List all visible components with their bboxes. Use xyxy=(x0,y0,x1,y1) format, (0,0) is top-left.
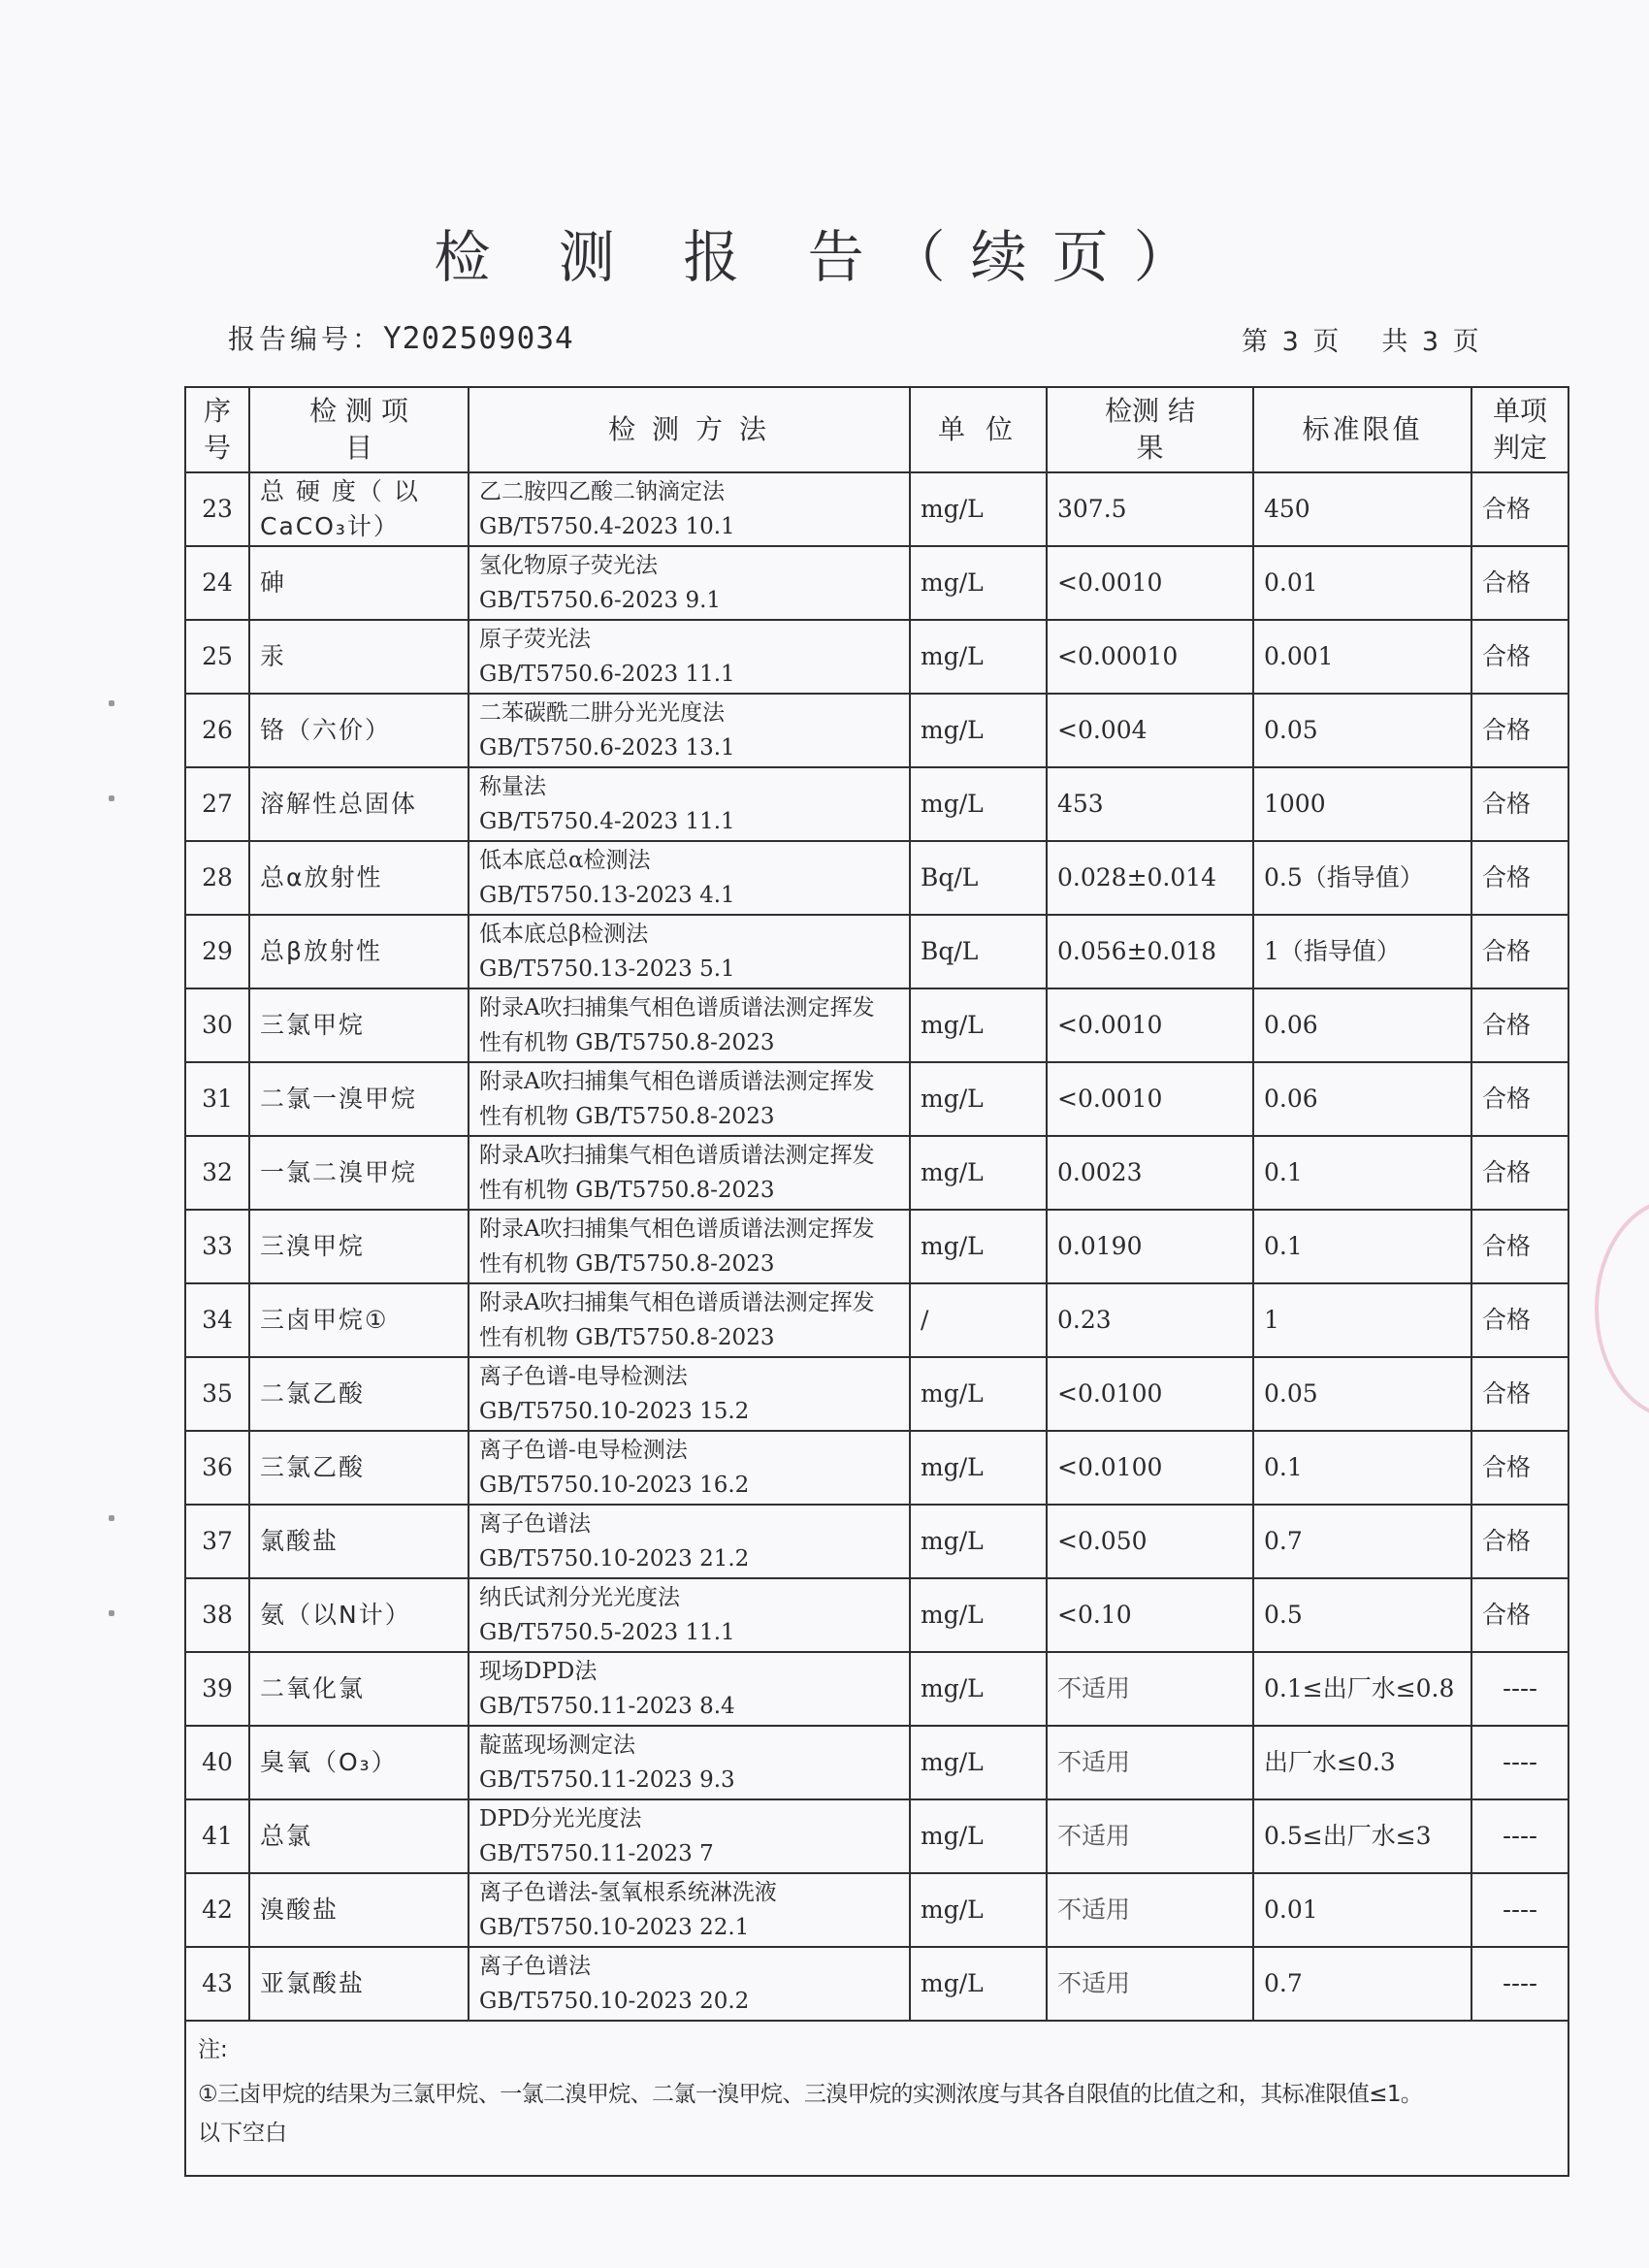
table-row xyxy=(185,1283,1568,1357)
cell-no: 31 xyxy=(185,1062,249,1136)
cell-item: 亚氯酸盐 xyxy=(249,1947,469,2021)
cell-method xyxy=(469,620,910,694)
method-line-2: GB/T5750.11-2023 8.4 xyxy=(479,1694,735,1719)
cell-limit: 0.7 xyxy=(1253,1947,1471,2021)
cell-method xyxy=(469,1062,910,1136)
cell-limit: 1 xyxy=(1253,1283,1471,1357)
cell-item: 二氯乙酸 xyxy=(249,1357,469,1431)
cell-limit: 0.1 xyxy=(1253,1431,1471,1505)
cell-method xyxy=(469,1357,910,1431)
col-header-result: 检测 结果 xyxy=(1047,387,1253,472)
method-line-1: 二苯碳酰二肼分光光度法 xyxy=(479,700,725,726)
method-line-2: GB/T5750.4-2023 10.1 xyxy=(479,514,735,539)
cell-method xyxy=(469,841,910,915)
method-line-2: GB/T5750.10-2023 15.2 xyxy=(479,1399,750,1424)
cell-judge: 合格 xyxy=(1471,1210,1568,1283)
cell-judge: 合格 xyxy=(1471,1357,1568,1431)
cell-judge: 合格 xyxy=(1471,694,1568,767)
table-row xyxy=(185,841,1568,915)
cell-limit: 0.01 xyxy=(1253,1873,1471,1947)
cell-item: 总氯 xyxy=(249,1799,469,1873)
cell-no: 39 xyxy=(185,1652,249,1726)
table-row xyxy=(185,915,1568,988)
col-header-method: 检 测 方 法 xyxy=(469,387,910,472)
cell-judge: 合格 xyxy=(1471,915,1568,988)
method-line-1: 氢化物原子荧光法 xyxy=(479,553,658,578)
col-header-judge: 单项 判定 xyxy=(1471,387,1568,472)
cell-limit: 0.01 xyxy=(1253,546,1471,620)
cell-result: <0.050 xyxy=(1047,1505,1253,1578)
cell-method xyxy=(469,915,910,988)
table-row xyxy=(185,767,1568,841)
notes-line-1: ①三卤甲烷的结果为三氯甲烷、一氯二溴甲烷、二氯一溴甲烷、三溴甲烷的实测浓度与其各自限值的比值之和，其标准限值≤1。 xyxy=(198,2082,1423,2107)
method-line-1: 低本底总β检测法 xyxy=(479,922,649,947)
cell-unit: mg/L xyxy=(910,472,1047,546)
results-table xyxy=(184,386,1569,2177)
page-title: 检 测 报 告（续页） xyxy=(434,224,1215,290)
table-body xyxy=(185,472,1568,2021)
cell-result: 0.23 xyxy=(1047,1283,1253,1357)
cell-result: 不适用 xyxy=(1047,1947,1253,2021)
cell-result: <0.0100 xyxy=(1047,1357,1253,1431)
cell-item: 二氯一溴甲烷 xyxy=(249,1062,469,1136)
cell-judge: 合格 xyxy=(1471,767,1568,841)
cell-unit: / xyxy=(910,1283,1047,1357)
table-row xyxy=(185,1210,1568,1283)
cell-limit: 0.06 xyxy=(1253,988,1471,1062)
cell-no: 38 xyxy=(185,1578,249,1652)
cell-judge: 合格 xyxy=(1471,546,1568,620)
report-number xyxy=(228,318,574,357)
scan-mark xyxy=(109,1610,114,1616)
method-line-2: GB/T5750.5-2023 11.1 xyxy=(479,1620,735,1645)
cell-judge: ---- xyxy=(1471,1726,1568,1799)
cell-limit: 450 xyxy=(1253,472,1471,546)
cell-item: 铬（六价） xyxy=(249,694,469,767)
table-header-row xyxy=(185,387,1568,472)
cell-unit: mg/L xyxy=(910,1505,1047,1578)
cell-result: 0.028±0.014 xyxy=(1047,841,1253,915)
cell-result: 不适用 xyxy=(1047,1873,1253,1947)
table-row xyxy=(185,1799,1568,1873)
table-row xyxy=(185,1136,1568,1210)
method-line-1: 附录A吹扫捕集气相色谱质谱法测定挥发 xyxy=(479,1290,875,1315)
cell-limit: 0.5 xyxy=(1253,1578,1471,1652)
col-header-unit: 单 位 xyxy=(910,387,1047,472)
cell-no: 34 xyxy=(185,1283,249,1357)
method-line-1: 附录A吹扫捕集气相色谱质谱法测定挥发 xyxy=(479,1069,875,1094)
method-line-1: DPD分光光度法 xyxy=(479,1806,642,1831)
cell-method xyxy=(469,767,910,841)
cell-no: 24 xyxy=(185,546,249,620)
cell-unit: mg/L xyxy=(910,1357,1047,1431)
cell-no: 25 xyxy=(185,620,249,694)
cell-result: 0.0023 xyxy=(1047,1136,1253,1210)
cell-judge: ---- xyxy=(1471,1799,1568,1873)
table-row xyxy=(185,546,1568,620)
cell-method xyxy=(469,1652,910,1726)
method-line-1: 离子色谱法 xyxy=(479,1511,591,1537)
cell-unit: mg/L xyxy=(910,1062,1047,1136)
method-line-1: 离子色谱法 xyxy=(479,1954,591,1979)
method-line-2: GB/T5750.6-2023 9.1 xyxy=(479,588,722,613)
cell-unit: mg/L xyxy=(910,546,1047,620)
cell-no: 42 xyxy=(185,1873,249,1947)
cell-method xyxy=(469,1947,910,2021)
notes-label: 注: xyxy=(198,2037,228,2062)
cell-judge: 合格 xyxy=(1471,1283,1568,1357)
cell-limit: 0.06 xyxy=(1253,1062,1471,1136)
cell-result: <0.10 xyxy=(1047,1578,1253,1652)
cell-result: 453 xyxy=(1047,767,1253,841)
method-line-2: GB/T5750.10-2023 21.2 xyxy=(479,1546,750,1571)
method-line-1: 低本底总α检测法 xyxy=(479,848,651,873)
cell-method xyxy=(469,1283,910,1357)
cell-result: <0.00010 xyxy=(1047,620,1253,694)
method-line-2: GB/T5750.11-2023 9.3 xyxy=(479,1767,735,1793)
cell-item: 溶解性总固体 xyxy=(249,767,469,841)
cell-limit: 0.1≤出厂水≤0.8 xyxy=(1253,1652,1471,1726)
cell-limit: 0.001 xyxy=(1253,620,1471,694)
method-line-2: GB/T5750.4-2023 11.1 xyxy=(479,809,735,834)
cell-limit: 0.05 xyxy=(1253,694,1471,767)
table-row xyxy=(185,472,1568,546)
cell-no: 41 xyxy=(185,1799,249,1873)
cell-result: <0.0100 xyxy=(1047,1431,1253,1505)
table-row xyxy=(185,1431,1568,1505)
cell-result: <0.0010 xyxy=(1047,546,1253,620)
cell-method xyxy=(469,1726,910,1799)
method-line-2: 性有机物 GB/T5750.8-2023 xyxy=(479,1251,775,1277)
cell-unit: Bq/L xyxy=(910,841,1047,915)
cell-method xyxy=(469,988,910,1062)
method-line-1: 靛蓝现场测定法 xyxy=(479,1733,635,1758)
cell-unit: mg/L xyxy=(910,1873,1047,1947)
page-current: 第 3 页 xyxy=(1242,327,1340,357)
cell-method xyxy=(469,1799,910,1873)
cell-no: 32 xyxy=(185,1136,249,1210)
table-row xyxy=(185,1873,1568,1947)
method-line-2: GB/T5750.6-2023 11.1 xyxy=(479,662,735,687)
cell-unit: mg/L xyxy=(910,767,1047,841)
cell-result: 307.5 xyxy=(1047,472,1253,546)
scan-mark xyxy=(109,795,114,801)
cell-no: 26 xyxy=(185,694,249,767)
cell-item: 氨（以N计） xyxy=(249,1578,469,1652)
cell-item: 总 硬 度（ 以 CaCO₃计） xyxy=(249,472,469,546)
table-row xyxy=(185,1652,1568,1726)
cell-item: 氯酸盐 xyxy=(249,1505,469,1578)
cell-no: 35 xyxy=(185,1357,249,1431)
cell-limit: 0.7 xyxy=(1253,1505,1471,1578)
notes-row xyxy=(185,2021,1568,2176)
cell-no: 36 xyxy=(185,1431,249,1505)
table-row xyxy=(185,988,1568,1062)
method-line-1: 离子色谱-电导检测法 xyxy=(479,1438,688,1463)
cell-result: 不适用 xyxy=(1047,1799,1253,1873)
cell-item: 臭氧（O₃） xyxy=(249,1726,469,1799)
cell-no: 30 xyxy=(185,988,249,1062)
cell-unit: mg/L xyxy=(910,694,1047,767)
method-line-1: 称量法 xyxy=(479,774,546,799)
method-line-1: 现场DPD法 xyxy=(479,1659,598,1684)
cell-item: 砷 xyxy=(249,546,469,620)
cell-judge: 合格 xyxy=(1471,472,1568,546)
cell-method xyxy=(469,1136,910,1210)
page-info xyxy=(1242,320,1479,358)
method-line-2: GB/T5750.11-2023 7 xyxy=(479,1841,714,1866)
cell-no: 40 xyxy=(185,1726,249,1799)
cell-limit: 1（指导值） xyxy=(1253,915,1471,988)
cell-judge: 合格 xyxy=(1471,988,1568,1062)
method-line-1: 原子荧光法 xyxy=(479,627,591,652)
cell-method xyxy=(469,472,910,546)
cell-method xyxy=(469,1431,910,1505)
cell-judge: ---- xyxy=(1471,1873,1568,1947)
method-line-1: 纳氏试剂分光光度法 xyxy=(479,1585,680,1610)
method-line-2: 性有机物 GB/T5750.8-2023 xyxy=(479,1325,775,1350)
notes-line-2: 以下空白 xyxy=(198,2121,287,2146)
table-row xyxy=(185,620,1568,694)
method-line-2: GB/T5750.10-2023 20.2 xyxy=(479,1989,750,2014)
cell-no: 33 xyxy=(185,1210,249,1283)
method-line-1: 离子色谱-电导检测法 xyxy=(479,1364,688,1389)
cell-result: <0.0010 xyxy=(1047,988,1253,1062)
cell-item: 汞 xyxy=(249,620,469,694)
cell-result: <0.0010 xyxy=(1047,1062,1253,1136)
scan-mark xyxy=(109,700,114,706)
cell-method xyxy=(469,1505,910,1578)
cell-unit: mg/L xyxy=(910,1947,1047,2021)
cell-unit: mg/L xyxy=(910,620,1047,694)
cell-limit: 0.1 xyxy=(1253,1136,1471,1210)
table-row xyxy=(185,1947,1568,2021)
table-row xyxy=(185,1062,1568,1136)
cell-item: 三溴甲烷 xyxy=(249,1210,469,1283)
cell-method xyxy=(469,1210,910,1283)
table-row xyxy=(185,1357,1568,1431)
cell-item: 三卤甲烷① xyxy=(249,1283,469,1357)
method-line-1: 附录A吹扫捕集气相色谱质谱法测定挥发 xyxy=(479,995,875,1021)
cell-method xyxy=(469,1873,910,1947)
cell-limit: 0.1 xyxy=(1253,1210,1471,1283)
cell-method xyxy=(469,546,910,620)
method-line-2: GB/T5750.10-2023 16.2 xyxy=(479,1473,750,1498)
cell-no: 37 xyxy=(185,1505,249,1578)
method-line-2: GB/T5750.6-2023 13.1 xyxy=(479,735,735,761)
notes-cell xyxy=(185,2021,1568,2176)
cell-method xyxy=(469,694,910,767)
cell-judge: 合格 xyxy=(1471,1136,1568,1210)
method-line-2: GB/T5750.13-2023 5.1 xyxy=(479,956,735,982)
cell-judge: 合格 xyxy=(1471,1431,1568,1505)
table-row xyxy=(185,1578,1568,1652)
cell-judge: 合格 xyxy=(1471,1578,1568,1652)
cell-item: 一氯二溴甲烷 xyxy=(249,1136,469,1210)
cell-item: 二氧化氯 xyxy=(249,1652,469,1726)
cell-limit: 1000 xyxy=(1253,767,1471,841)
cell-item: 溴酸盐 xyxy=(249,1873,469,1947)
table-row xyxy=(185,694,1568,767)
cell-limit: 0.5≤出厂水≤3 xyxy=(1253,1799,1471,1873)
cell-result: 不适用 xyxy=(1047,1726,1253,1799)
cell-unit: mg/L xyxy=(910,988,1047,1062)
cell-no: 23 xyxy=(185,472,249,546)
method-line-2: 性有机物 GB/T5750.8-2023 xyxy=(479,1030,775,1055)
method-line-1: 附录A吹扫捕集气相色谱质谱法测定挥发 xyxy=(479,1143,875,1168)
table-row xyxy=(185,1726,1568,1799)
cell-no: 28 xyxy=(185,841,249,915)
method-line-2: 性有机物 GB/T5750.8-2023 xyxy=(479,1178,775,1203)
cell-unit: mg/L xyxy=(910,1652,1047,1726)
cell-result: 0.0190 xyxy=(1047,1210,1253,1283)
cell-judge: 合格 xyxy=(1471,1505,1568,1578)
report-number-value: Y202509034 xyxy=(383,321,574,356)
method-line-2: GB/T5750.10-2023 22.1 xyxy=(479,1915,750,1940)
cell-no: 29 xyxy=(185,915,249,988)
col-header-item: 检 测 项 目 xyxy=(249,387,469,472)
method-line-1: 离子色谱法-氢氧根系统淋洗液 xyxy=(479,1880,777,1905)
cell-item: 总α放射性 xyxy=(249,841,469,915)
cell-judge: ---- xyxy=(1471,1947,1568,2021)
cell-result: 不适用 xyxy=(1047,1652,1253,1726)
table-row xyxy=(185,1505,1568,1578)
cell-unit: mg/L xyxy=(910,1799,1047,1873)
method-line-2: 性有机物 GB/T5750.8-2023 xyxy=(479,1104,775,1129)
method-line-1: 附录A吹扫捕集气相色谱质谱法测定挥发 xyxy=(479,1216,875,1242)
cell-result: <0.004 xyxy=(1047,694,1253,767)
cell-judge: 合格 xyxy=(1471,841,1568,915)
cell-judge: ---- xyxy=(1471,1652,1568,1726)
cell-unit: mg/L xyxy=(910,1210,1047,1283)
cell-limit: 出厂水≤0.3 xyxy=(1253,1726,1471,1799)
cell-item: 总β放射性 xyxy=(249,915,469,988)
cell-result: 0.056±0.018 xyxy=(1047,915,1253,988)
seal-stamp-fragment xyxy=(1595,1198,1649,1419)
cell-unit: mg/L xyxy=(910,1431,1047,1505)
col-header-limit: 标准限值 xyxy=(1253,387,1471,472)
cell-unit: mg/L xyxy=(910,1578,1047,1652)
cell-unit: mg/L xyxy=(910,1726,1047,1799)
cell-judge: 合格 xyxy=(1471,1062,1568,1136)
page-total: 共 3 页 xyxy=(1381,327,1479,357)
cell-judge: 合格 xyxy=(1471,620,1568,694)
cell-method xyxy=(469,1578,910,1652)
cell-item: 三氯甲烷 xyxy=(249,988,469,1062)
cell-item: 三氯乙酸 xyxy=(249,1431,469,1505)
col-header-no: 序号 xyxy=(185,387,249,472)
method-line-1: 乙二胺四乙酸二钠滴定法 xyxy=(479,479,725,504)
scan-mark xyxy=(109,1515,114,1521)
cell-limit: 0.05 xyxy=(1253,1357,1471,1431)
cell-limit: 0.5（指导值） xyxy=(1253,841,1471,915)
cell-unit: Bq/L xyxy=(910,915,1047,988)
report-number-label: 报告编号： xyxy=(228,323,384,355)
method-line-2: GB/T5750.13-2023 4.1 xyxy=(479,883,735,908)
cell-no: 43 xyxy=(185,1947,249,2021)
cell-no: 27 xyxy=(185,767,249,841)
cell-unit: mg/L xyxy=(910,1136,1047,1210)
